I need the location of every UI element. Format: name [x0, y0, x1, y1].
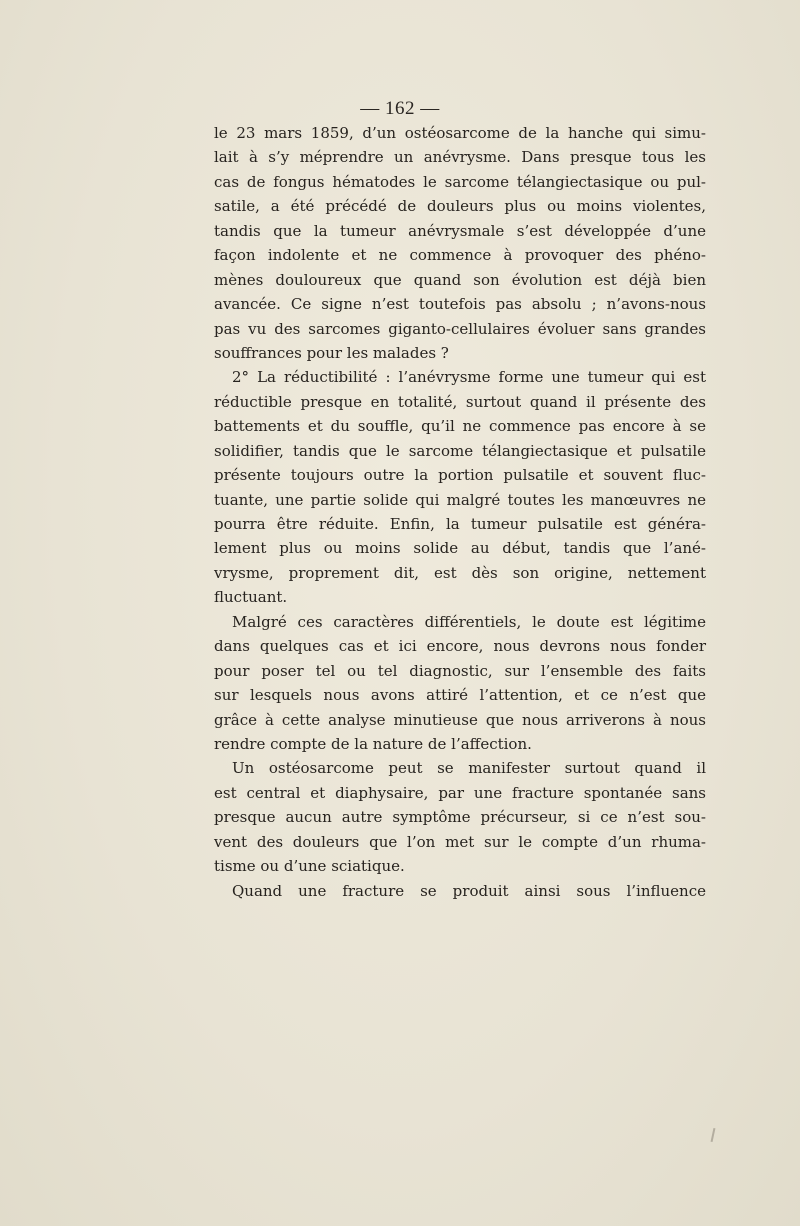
text-line: pas vu des sarcomes giganto-cellulaires évoluer sans grandes [214, 319, 706, 338]
text-line: lait à s’y méprendre un anévrysme. Dans presque tous les [214, 148, 706, 167]
text-line: battements et du souffle, qu’il ne commence pas encore à se [214, 417, 706, 436]
text-line: Malgré ces caractères différentiels, le doute est légitime [232, 612, 706, 631]
text-line: cas de fongus hématodes le sarcome télangiectasique ou pul- [214, 172, 706, 191]
text-line: vrysme, proprement dit, est dès son origine, nettement [214, 563, 706, 582]
page-number: — 162 — [360, 98, 440, 119]
text-line: sur lesquels nous avons attiré l’attention, et ce n’est que [214, 686, 706, 705]
text-line: 2° La réductibilité : l’anévrysme forme une tumeur qui est [232, 368, 706, 387]
text-line: pourra être réduite. Enfin, la tumeur pulsatile est généra- [214, 515, 706, 533]
text-line: grâce à cette analyse minutieuse que nous arriverons à nous [214, 710, 706, 729]
ink-mark [711, 1128, 716, 1142]
text-line: Un ostéosarcome peut se manifester surtout quand il [232, 759, 706, 778]
text-line: lement plus ou moins solide au début, tandis que l’ané- [214, 539, 706, 558]
body-text [214, 121, 706, 903]
text-line: avancée. Ce signe n’est toutefois pas absolu ; n’avons-nous [214, 295, 706, 314]
text-line: réductible presque en totalité, surtout quand il présente des [214, 392, 706, 411]
text-line: mènes douloureux que quand son évolution est déjà bien [214, 270, 706, 289]
text-line: façon indolente et ne commence à provoquer des phéno- [214, 246, 706, 265]
text-line: solidifier, tandis que le sarcome télangiectasique et pulsatile [214, 441, 706, 460]
text-line: est central et diaphysaire, par une fracture spontanée sans [214, 783, 706, 802]
text-line: tisme ou d’une sciatique. [214, 857, 405, 876]
text-line: presque aucun autre symptôme précurseur, si ce n’est sou- [214, 808, 706, 827]
text-line: souffrances pour les malades ? [214, 343, 449, 362]
text-line: Quand une fracture se produit ainsi sous l’influence [232, 881, 706, 900]
text-line: tuante, une partie solide qui malgré toutes les manœuvres ne [214, 490, 706, 509]
text-line: pour poser tel ou tel diagnostic, sur l’ensemble des faits [214, 661, 706, 680]
text-line: vent des douleurs que l’on met sur le compte d’un rhuma- [214, 832, 706, 851]
text-line: tandis que la tumeur anévrysmale s’est développée d’une [214, 221, 706, 240]
text-line: fluctuant. [214, 588, 288, 607]
text-line: dans quelques cas et ici encore, nous devrons nous fonder [214, 637, 706, 656]
text-line: satile, a été précédé de douleurs plus ou moins violentes, [214, 197, 706, 216]
text-line: le 23 mars 1859, d’un ostéosarcome de la hanche qui simu- [214, 124, 706, 142]
text-line: présente toujours outre la portion pulsatile et souvent fluc- [214, 466, 706, 485]
text-line: rendre compte de la nature de l’affection. [214, 734, 532, 753]
